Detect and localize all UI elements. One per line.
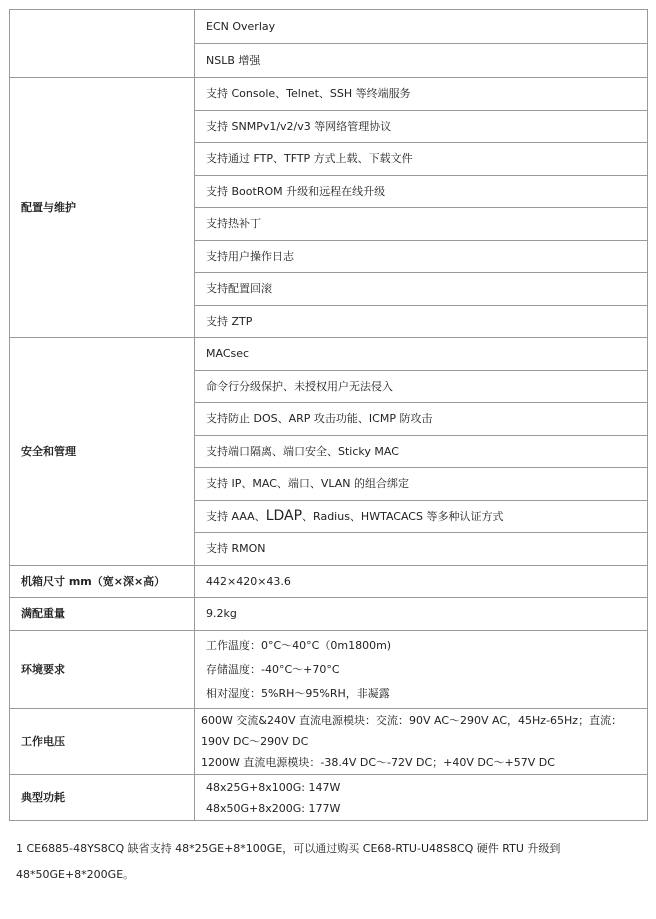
spec-line: 48x25G+8x100G: 147W	[206, 780, 341, 794]
spec-multiline	[195, 709, 648, 775]
spec-line: 1200W 直流电源模块：-38.4V DC～-72V DC；+40V DC～+57V DC	[201, 756, 555, 769]
row-label-environment: 环境要求	[10, 631, 195, 709]
row-label-voltage: 工作电压	[10, 709, 195, 775]
row-label-empty	[10, 10, 195, 78]
spec-multiline	[195, 631, 648, 709]
spec-item: 支持 ZTP	[195, 306, 648, 338]
spec-item: 支持端口隔离、端口安全、Sticky MAC	[195, 436, 648, 468]
row-label-security-management: 安全和管理	[10, 338, 195, 566]
spec-line: 600W 交流&240V 直流电源模块：交流：90V AC～290V AC，45Hz-65Hz；直流：	[201, 714, 623, 727]
row-label-config-maintenance: 配置与维护	[10, 78, 195, 338]
spec-item: 支持热补丁	[195, 208, 648, 241]
spec-item: 支持用户操作日志	[195, 241, 648, 273]
spec-item: ECN Overlay	[195, 10, 648, 44]
auth-text-ldap: LDAP	[265, 508, 303, 524]
spec-item: 支持 Console、Telnet、SSH 等终端服务	[195, 78, 648, 111]
spec-line: 存储温度：-40°C～+70°C	[206, 662, 340, 676]
spec-line: 190V DC～290V DC	[201, 735, 309, 748]
spec-line: 相对湿度：5%RH～95%RH，非凝露	[206, 686, 390, 700]
spec-item: 支持 IP、MAC、端口、VLAN 的组合绑定	[195, 468, 648, 501]
spec-value: 442×420×43.6	[195, 566, 648, 598]
spec-item: 命令行分级保护、未授权用户无法侵入	[195, 371, 648, 403]
spec-table	[9, 9, 648, 821]
spec-item: 支持 RMON	[195, 533, 648, 566]
spec-item: MACsec	[195, 338, 648, 371]
row-label-power: 典型功耗	[10, 775, 195, 821]
spec-value: 9.2kg	[195, 598, 648, 631]
footnote-line-2: 48*50GE+8*200GE。	[16, 868, 135, 881]
spec-multiline	[195, 775, 648, 821]
row-label-chassis-size: 机箱尺寸 mm（宽×深×高）	[10, 566, 195, 598]
spec-item: 支持防止 DOS、ARP 攻击功能、ICMP 防攻击	[195, 403, 648, 436]
auth-text-pre: 支持 AAA、	[206, 510, 266, 523]
row-label-weight: 满配重量	[10, 598, 195, 631]
spec-item: 支持通过 FTP、TFTP 方式上载、下载文件	[195, 143, 648, 176]
spec-line: 工作温度：0°C～40°C（0m1800m)	[206, 638, 392, 652]
spec-item: 支持 BootROM 升级和远程在线升级	[195, 176, 648, 208]
spec-item: 支持 SNMPv1/v2/v3 等网络管理协议	[195, 111, 648, 143]
auth-text-post: 、Radius、HWTACACS 等多种认证方式	[302, 510, 504, 523]
spec-item: 支持配置回滚	[195, 273, 648, 306]
footnote-line-1: 1 CE6885-48YS8CQ 缺省支持 48*25GE+8*100GE，可以通过购买 CE68-RTU-U48S8CQ 硬件 RTU 升级到	[16, 842, 561, 855]
spec-line: 48x50G+8x200G: 177W	[206, 801, 341, 815]
spec-item: NSLB 增强	[195, 44, 648, 78]
spec-item-auth	[195, 501, 648, 533]
